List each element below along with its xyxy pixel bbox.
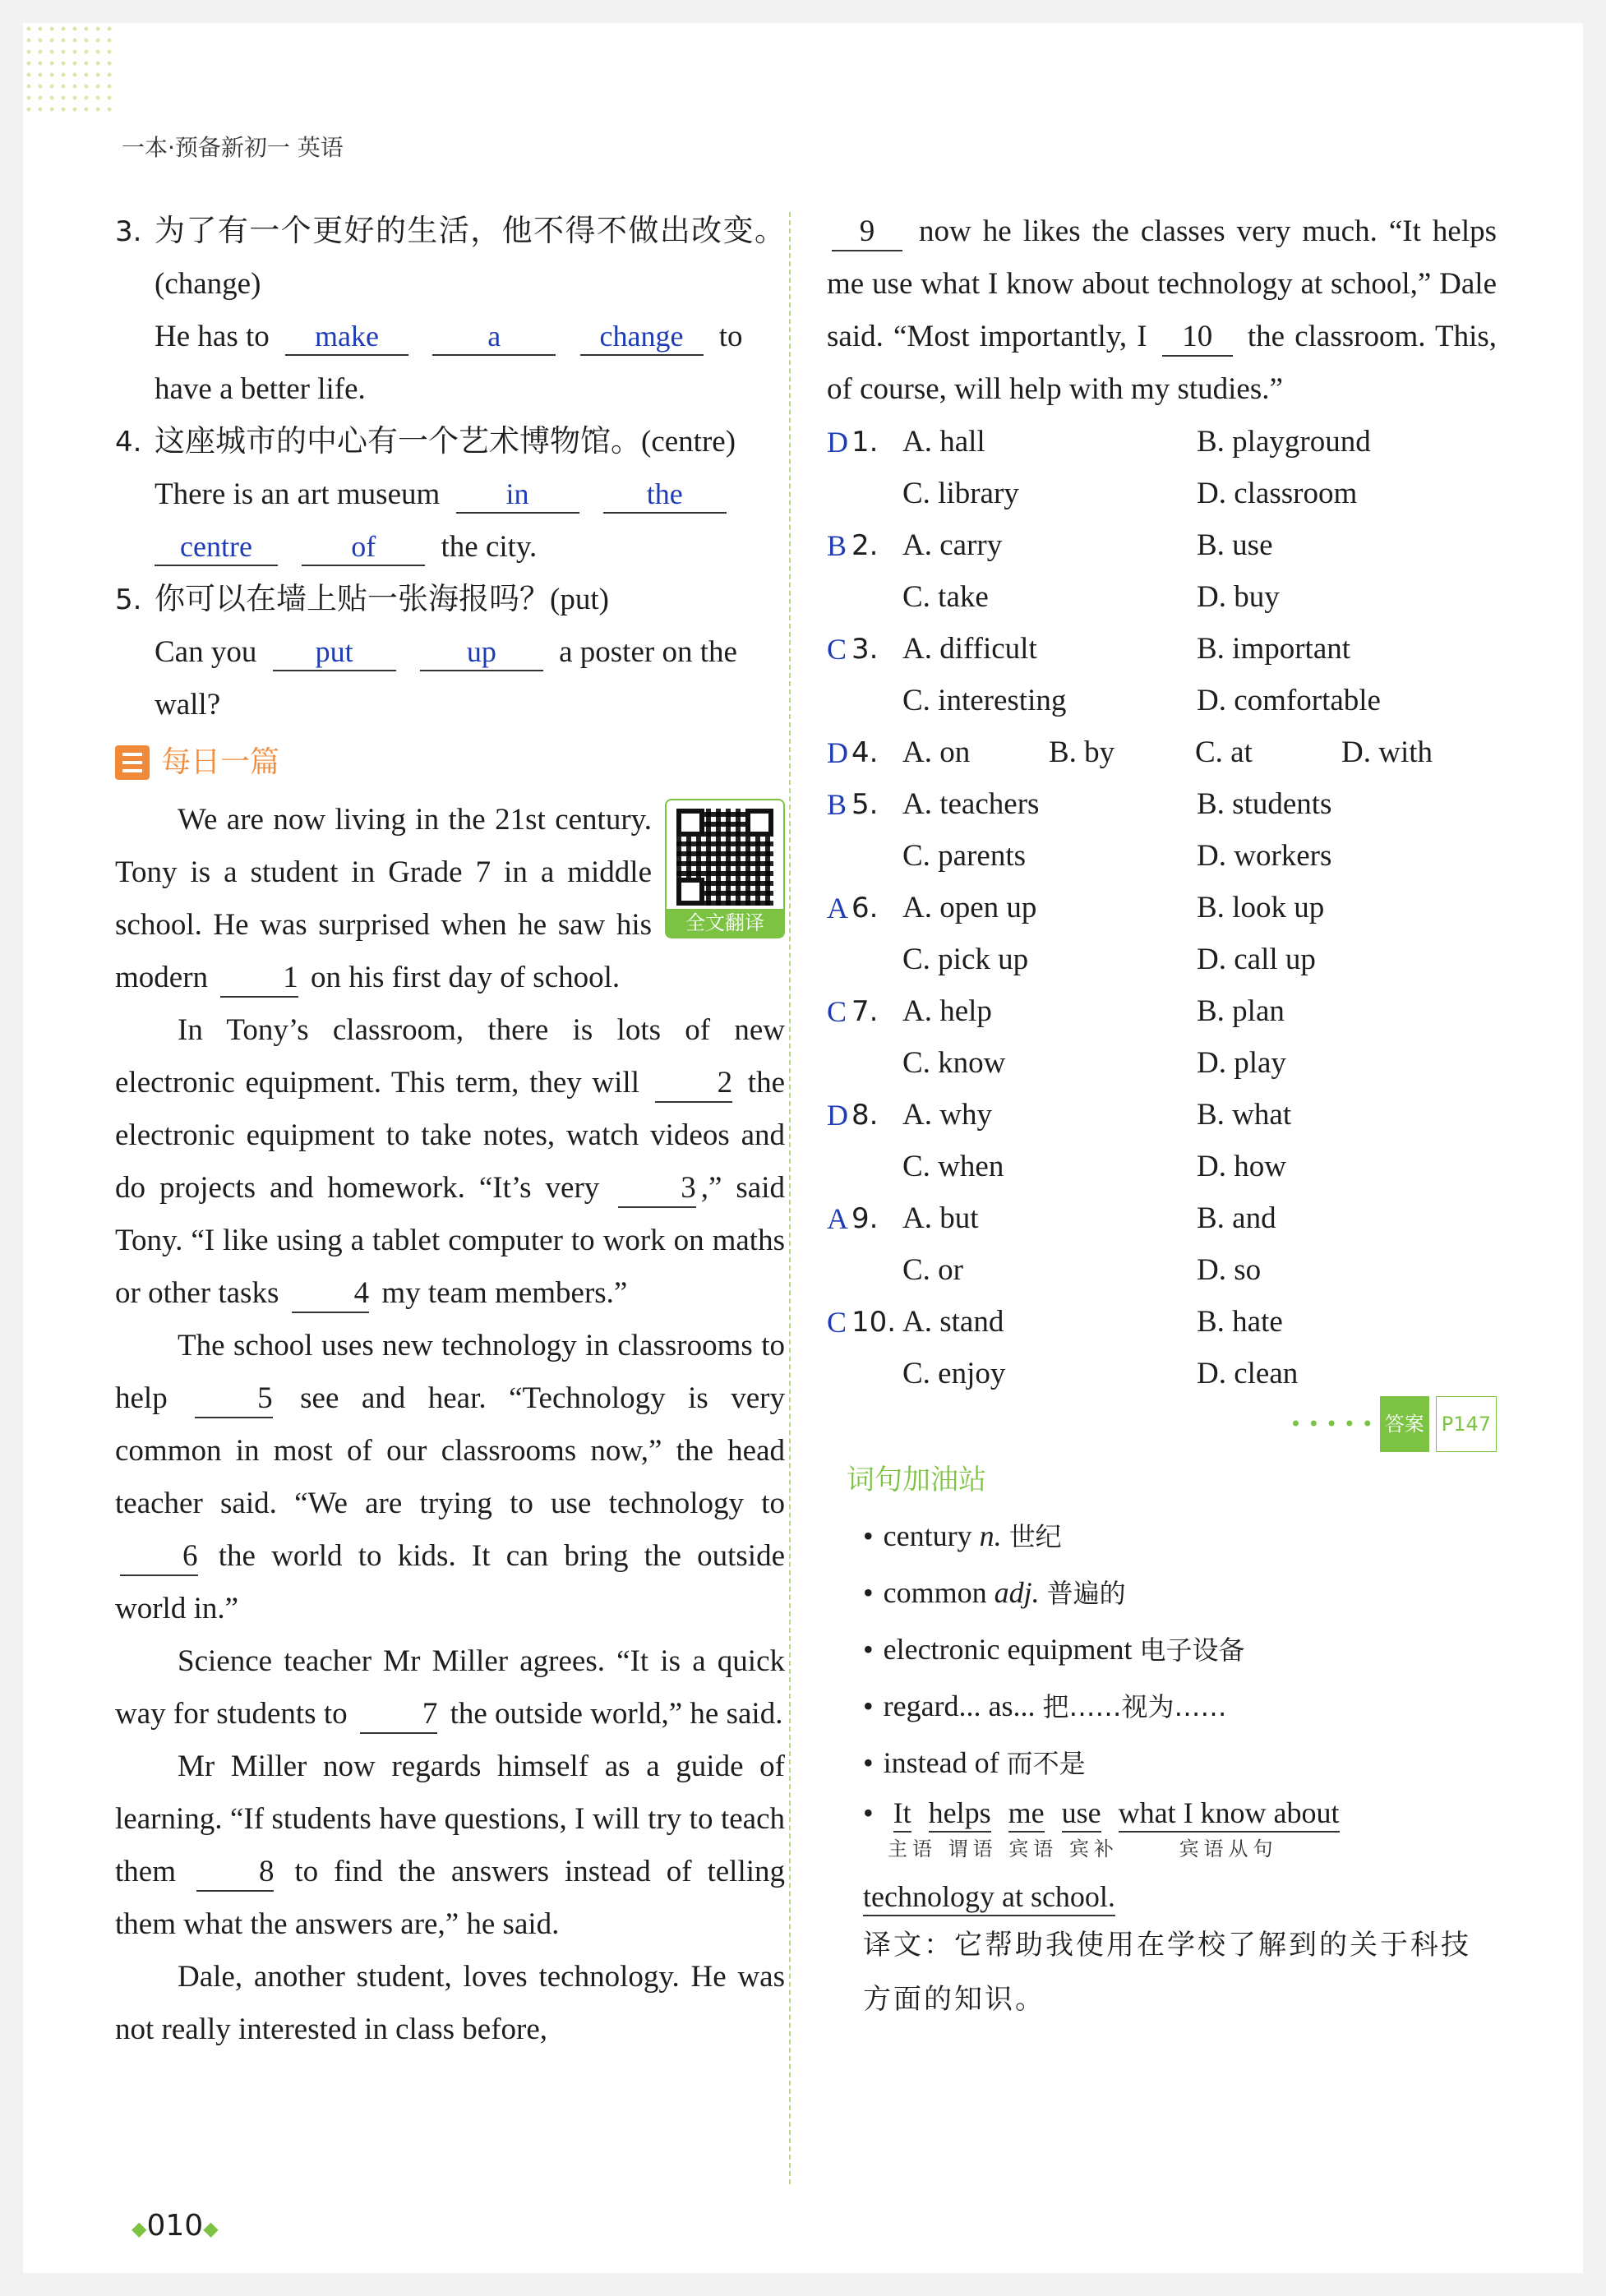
cloze-blank-8[interactable]: 8 — [196, 1854, 275, 1892]
question-number: 1. — [851, 425, 879, 459]
answer-blank[interactable]: put — [273, 634, 396, 671]
chinese-prompt: 这座城市的中心有一个艺术博物馆。(centre) — [155, 425, 736, 459]
vocab-section-title: 词句加油站 — [847, 1464, 986, 1496]
option[interactable]: C. library — [902, 476, 1019, 510]
option[interactable]: D. call up — [1197, 942, 1316, 976]
choice-row — [827, 882, 1497, 934]
section-badge-icon — [115, 745, 150, 780]
translation-item-3 — [115, 205, 785, 416]
option[interactable]: A. carry — [902, 528, 1003, 562]
english-sentence-cont: have a better life. — [155, 372, 366, 406]
cloze-blank-5[interactable]: 5 — [195, 1381, 273, 1418]
question-number: 6. — [851, 891, 879, 924]
answer-blank[interactable]: up — [420, 634, 543, 671]
option[interactable]: B. and — [1197, 1201, 1276, 1235]
choice-row — [827, 1089, 1497, 1141]
choice-row — [827, 985, 1497, 1037]
item-number: 3. — [115, 215, 142, 248]
corner-dots-decoration — [23, 23, 113, 113]
option[interactable]: B. students — [1197, 786, 1332, 821]
question-number: 2. — [851, 528, 879, 562]
choice-row — [827, 468, 1497, 519]
option[interactable]: B. important — [1197, 631, 1351, 666]
option[interactable]: A. on — [902, 735, 971, 769]
choice-row — [827, 1192, 1497, 1244]
option[interactable]: D. with — [1341, 735, 1433, 769]
answer-key: B — [827, 787, 847, 821]
choice-row — [827, 778, 1497, 830]
option[interactable]: B. what — [1197, 1097, 1292, 1132]
passage-paragraph-6-cont: 9 now he likes the classes very much. “It helps me use what I know about technology at school,” Dale said. “Most importantly, I 10 the classroom. This, of course, will help with my studies.” — [827, 214, 1498, 406]
question-number: 8. — [851, 1098, 879, 1132]
english-sentence: He has to make a change to — [155, 311, 785, 363]
diamond-icon: ◆ — [132, 2217, 147, 2240]
choice-row — [827, 1037, 1497, 1089]
option[interactable]: C. know — [902, 1045, 1006, 1080]
option[interactable]: D. classroom — [1197, 476, 1358, 510]
option[interactable]: C. when — [902, 1149, 1004, 1183]
cloze-blank-1[interactable]: 1 — [220, 960, 298, 998]
answer-blank[interactable]: in — [456, 476, 579, 514]
choice-row — [827, 830, 1497, 882]
answer-key: C — [827, 1305, 847, 1339]
choice-row — [827, 726, 1497, 778]
chinese-prompt: 你可以在墙上贴一张海报吗？(put) — [155, 583, 609, 616]
column-divider — [789, 212, 791, 2184]
answer-key: A — [827, 1201, 848, 1235]
answer-key: C — [827, 632, 847, 666]
english-sentence: There is an art museum in the — [155, 468, 785, 521]
cloze-blank-4[interactable]: 4 — [292, 1275, 370, 1313]
option[interactable]: A. difficult — [902, 631, 1037, 666]
english-sentence: Can you put up a poster on the — [155, 626, 785, 679]
structure-roles: 主语 谓语 宾语 宾补 宾语从句 — [888, 1837, 1278, 1860]
choice-row — [827, 1348, 1497, 1399]
question-number: 4. — [851, 735, 879, 769]
answer-tag: 答案 — [1380, 1396, 1429, 1452]
passage-paragraph-6: Dale, another student, loves technology. He was not really interested in class before, — [115, 1960, 785, 2046]
option[interactable]: D. workers — [1197, 838, 1332, 873]
option[interactable]: D. how — [1197, 1149, 1286, 1183]
choice-row — [827, 934, 1497, 985]
qr-code-icon — [676, 809, 773, 906]
answer-blank[interactable]: the — [603, 476, 727, 514]
english-sentence-cont: centre of the city. — [155, 521, 785, 574]
cloze-blank-3[interactable]: 3 — [618, 1170, 696, 1208]
left-column — [115, 205, 785, 2056]
cloze-blank-6[interactable]: 6 — [120, 1538, 198, 1576]
structure-translation: 译文：它帮助我使用在学校了解到的关于科技方面的知识。 — [863, 1929, 1471, 2016]
translation-item-5 — [115, 574, 785, 731]
passage-paragraph-5: Mr Miller now regards himself as a guide of learning. “If students have questions, I will try to teach them 8 to find the answers instead of telling them what the answers are,” he said. — [115, 1750, 786, 1941]
page-footer — [132, 2209, 219, 2243]
option[interactable]: B. look up — [1197, 890, 1325, 924]
vocab-item: • electronic equipment 电子设备 — [863, 1621, 1497, 1678]
structure-sentence: • It helps me use what I know about — [863, 1791, 1497, 1834]
sentence-structure — [827, 1791, 1497, 1918]
choice-row — [827, 675, 1497, 726]
option[interactable]: C. enjoy — [902, 1356, 1006, 1390]
vocab-item: • instead of 而不是 — [863, 1735, 1497, 1791]
passage-paragraph-3: The school uses new technology in classrooms to help 5 see and hear. “Technology is very common in most of our classrooms now,” the head teacher said. “We are trying to use technology to 6 the world to kids. It can bring the outside world in.” — [115, 1329, 786, 1625]
answer-key: D — [827, 1098, 848, 1132]
answer-blank[interactable]: change — [580, 318, 704, 356]
option[interactable]: D. play — [1197, 1045, 1286, 1080]
choice-row — [827, 1244, 1497, 1296]
answer-blank[interactable]: of — [302, 528, 425, 566]
dots-decoration: • • • • • — [1290, 1413, 1373, 1436]
choice-row — [827, 416, 1497, 468]
answer-key: D — [827, 425, 848, 459]
option[interactable]: B. use — [1197, 528, 1273, 562]
option[interactable]: D. clean — [1197, 1356, 1299, 1390]
structure-continuation: technology at school. — [863, 1875, 1497, 1918]
answer-key: C — [827, 994, 847, 1028]
choice-row — [827, 519, 1497, 571]
choice-row — [827, 571, 1497, 623]
cloze-blank-7[interactable]: 7 — [360, 1696, 438, 1734]
option[interactable]: D. buy — [1197, 579, 1280, 614]
vocab-item: • century n. 世纪 — [863, 1508, 1497, 1565]
option[interactable]: C. parents — [902, 838, 1027, 873]
question-number: 3. — [851, 632, 879, 666]
question-number: 10. — [851, 1305, 897, 1339]
chinese-prompt: 为了有一个更好的生活，他不得不做出改变。(change) — [155, 214, 785, 301]
option[interactable]: B. hate — [1197, 1304, 1283, 1339]
vocab-item: • regard... as... 把……视为…… — [863, 1678, 1497, 1735]
option[interactable]: B. by — [1049, 735, 1115, 769]
choices-list — [827, 416, 1497, 1399]
option[interactable]: C. or — [902, 1252, 963, 1287]
diamond-icon: ◆ — [203, 2217, 219, 2240]
option[interactable]: C. take — [902, 579, 989, 614]
question-number: 9. — [851, 1201, 879, 1235]
vocab-list — [827, 1508, 1497, 1791]
option[interactable]: D. so — [1197, 1252, 1262, 1287]
option[interactable]: D. comfortable — [1197, 683, 1381, 717]
choice-row — [827, 1296, 1497, 1348]
option[interactable]: C. interesting — [902, 683, 1067, 717]
answer-blank[interactable]: a — [432, 318, 556, 356]
passage-paragraph-2: In Tony’s classroom, there is lots of new electronic equipment. This term, they will 2 the electronic equipment to take notes, watch videos and do projects and homework. “It’s very 3 ,” said Tony. “I like using a tablet computer to work on maths or other tasks 4 my team members.” — [115, 1004, 785, 1320]
answer-reference[interactable] — [827, 1406, 1497, 1442]
answer-key: D — [827, 735, 848, 769]
english-sentence-cont: wall? — [155, 688, 221, 722]
answer-page: P147 — [1436, 1396, 1497, 1452]
translation-item-4 — [115, 416, 785, 574]
workbook-page — [23, 23, 1583, 2273]
option[interactable]: B. plan — [1197, 994, 1285, 1028]
option[interactable]: A. help — [902, 994, 992, 1028]
option[interactable]: A. why — [902, 1097, 992, 1132]
question-number: 5. — [851, 787, 879, 821]
cloze-blank-9[interactable]: 9 — [832, 214, 902, 251]
passage-paragraph-4: Science teacher Mr Miller agrees. “It is a quick way for students to 7 the outside world,” he said. — [115, 1635, 785, 1740]
page-header: 一本·预备新初一 英语 — [122, 134, 344, 161]
choice-row — [827, 623, 1497, 675]
answer-blank[interactable]: centre — [155, 528, 278, 566]
choice-row — [827, 1141, 1497, 1192]
cloze-blank-2[interactable]: 2 — [655, 1065, 733, 1103]
item-number: 5. — [115, 583, 142, 616]
option[interactable]: B. playground — [1197, 424, 1371, 459]
option[interactable]: A. open up — [902, 890, 1037, 924]
answer-blank[interactable]: make — [285, 318, 408, 356]
page-number: 010 — [146, 2209, 204, 2243]
section-title: 每日一篇 — [115, 731, 785, 794]
option[interactable]: C. pick up — [902, 942, 1029, 976]
question-number: 7. — [851, 994, 879, 1028]
answer-key: B — [827, 528, 847, 562]
option[interactable]: A. but — [902, 1201, 979, 1235]
option[interactable]: A. teachers — [902, 786, 1040, 821]
qr-code-box[interactable] — [665, 799, 785, 938]
right-column — [827, 205, 1497, 2026]
answer-key: A — [827, 891, 848, 924]
option[interactable]: A. stand — [902, 1304, 1004, 1339]
qr-label: 全文翻译 — [667, 909, 783, 937]
item-number: 4. — [115, 426, 142, 459]
option[interactable]: A. hall — [902, 424, 985, 459]
passage-paragraph-1: We are now living in the 21st century. Tony is a student in Grade 7 in a middle school. He was surprised when he saw his modern 1 on his first day of school. — [115, 794, 785, 1004]
cloze-blank-10[interactable]: 10 — [1162, 319, 1233, 357]
option[interactable]: C. at — [1195, 735, 1253, 769]
vocab-item: • common adj. 普遍的 — [863, 1565, 1497, 1621]
